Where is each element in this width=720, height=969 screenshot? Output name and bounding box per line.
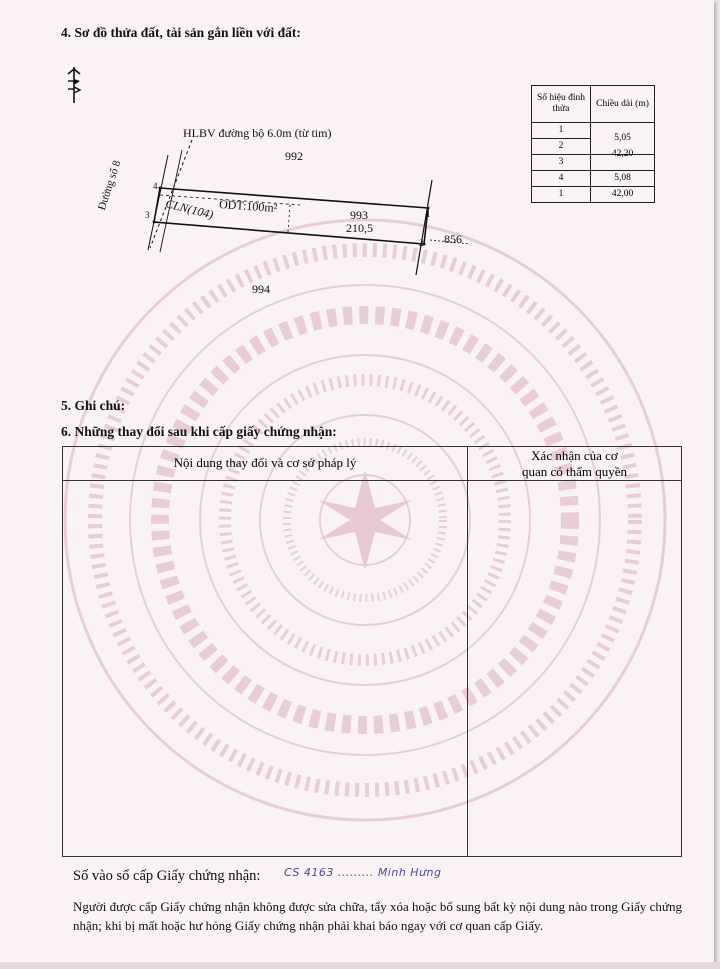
- land-use-odt: ODT:100m²: [218, 196, 278, 216]
- page-edge: [0, 962, 720, 969]
- notice-text: Người được cấp Giấy chứng nhận không được sửa chữa, tẩy xóa hoặc bổ sung bất kỳ nội dung nào trong Giấy chứng nhận; khi bị mất hoặc hư hỏng Giấy chứng nhận phải khai báo ngay với cơ quan cấp Giấy.: [73, 899, 682, 933]
- vertex-length-table: [531, 85, 655, 203]
- changes-col-authority: Xác nhận của cơ quan có thẩm quyền: [521, 448, 628, 479]
- section6-heading: 6. Những thay đổi sau khi cấp giấy chứng nhận:: [61, 424, 337, 439]
- parcel-area: 210,5: [346, 221, 373, 235]
- parcel-number: 993: [350, 208, 368, 222]
- vertex-label-3: 3: [145, 210, 150, 220]
- registry-handwritten-number: CS 4163 ......... Minh Hưng: [284, 866, 442, 879]
- length-cell: 42,20: [591, 147, 655, 163]
- length-cell: 5,08: [591, 171, 655, 187]
- changes-table: [62, 446, 682, 857]
- parcel-north-number: 992: [285, 149, 303, 163]
- vertex-cell: 2: [532, 139, 591, 155]
- changes-col-content: Nội dung thay đổi và cơ sở pháp lý: [173, 455, 357, 470]
- registry-label: Số vào sổ cấp Giấy chứng nhận:: [73, 868, 261, 884]
- section5-heading: 5. Ghi chú:: [61, 398, 126, 413]
- table-row: [532, 155, 655, 171]
- vertex-cell: 1: [532, 187, 591, 203]
- length-cell: 5,05: [591, 123, 655, 155]
- length-cell: 42,00: [591, 187, 655, 203]
- vertex-cell: 3: [532, 155, 591, 171]
- vertex-cell: 1: [532, 123, 591, 139]
- parcel-south-number: 994: [252, 282, 270, 296]
- parcel-east-number: 856: [444, 232, 462, 246]
- vertex-label-2: 2: [419, 238, 424, 248]
- table-row: [532, 171, 655, 187]
- header-length: Chiều dài (m): [591, 86, 655, 123]
- vertex-label-4: 4: [153, 181, 158, 191]
- table-row: [532, 187, 655, 203]
- street-label: Đường số 8: [96, 159, 124, 212]
- vertex-cell: 4: [532, 171, 591, 187]
- header-vertex: Số hiệu đỉnh thửa: [532, 86, 591, 123]
- table-row: [532, 123, 655, 139]
- section4-heading: 4. Sơ đồ thửa đất, tài sản gắn liền với đất:: [61, 25, 301, 40]
- vertex-label-1: 1: [426, 209, 431, 219]
- land-use-cln: CLN(104): [164, 196, 215, 222]
- road-label: HLBV đường bộ 6.0m (từ tim): [183, 126, 332, 140]
